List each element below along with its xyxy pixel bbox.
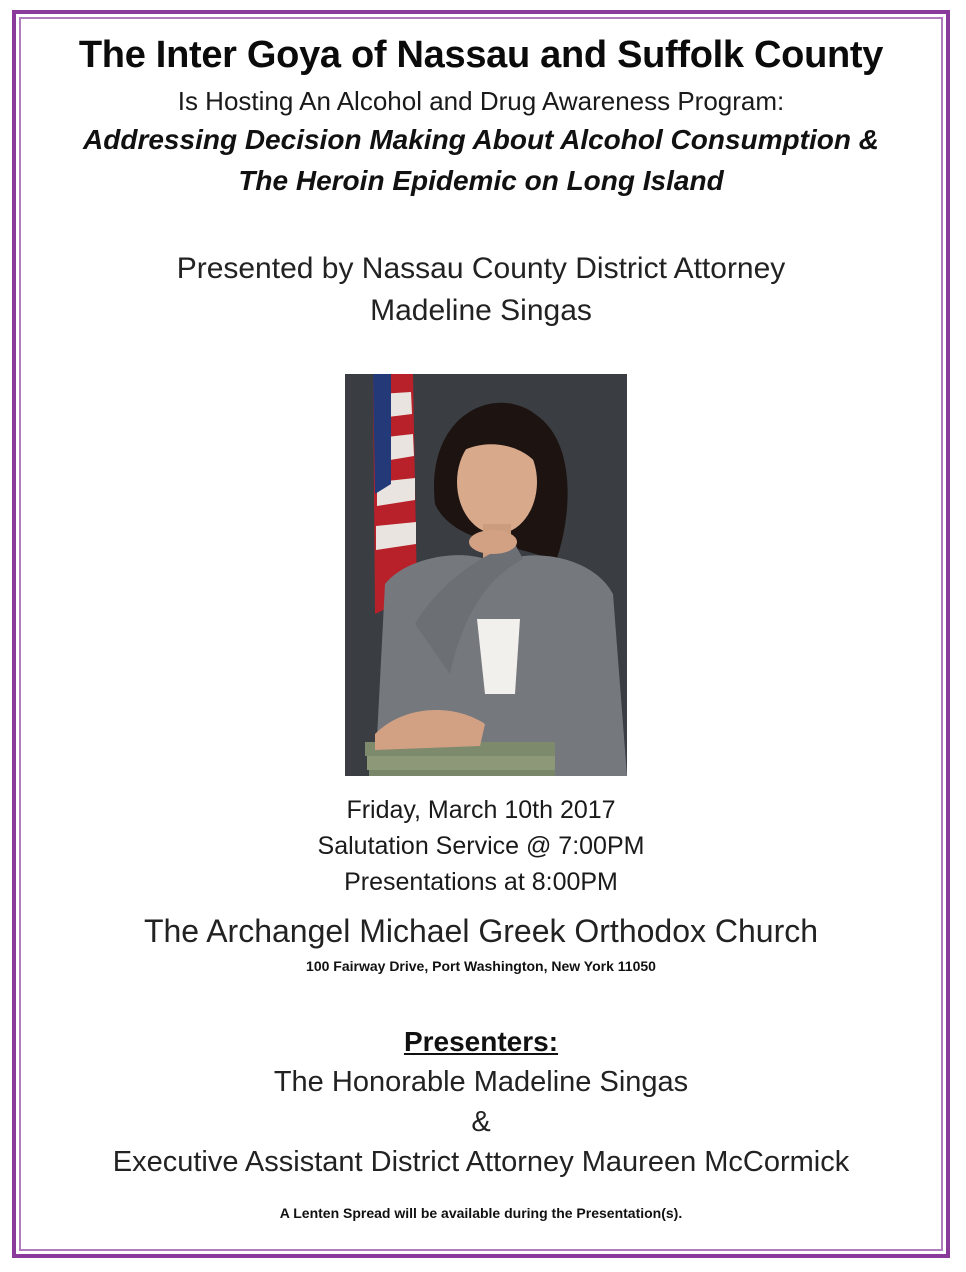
presenter-2: Executive Assistant District Attorney Maureen McCormick	[112, 1146, 850, 1178]
venue-name: The Archangel Michael Greek Orthodox Church	[143, 913, 819, 949]
portrait-illustration	[345, 374, 627, 776]
flyer-subtitle: Is Hosting An Alcohol and Drug Awareness Program:	[177, 86, 785, 116]
presenters-heading: Presenters:	[403, 1026, 559, 1057]
program-title-line-2: The Heroin Epidemic on Long Island	[238, 165, 724, 196]
portrait-photo	[345, 374, 627, 776]
event-presentation-time: Presentations at 8:00PM	[344, 868, 618, 896]
presenter-1: The Honorable Madeline Singas	[273, 1066, 689, 1098]
footer-note: A Lenten Spread will be available during the Presentation(s).	[279, 1205, 683, 1221]
program-title-line-1: Addressing Decision Making About Alcohol Consumption &	[83, 124, 879, 155]
event-date: Friday, March 10th 2017	[346, 796, 616, 824]
presenter-ampersand: &	[471, 1106, 491, 1138]
presenter-name-line: Madeline Singas	[370, 294, 592, 327]
event-service-time: Salutation Service @ 7:00PM	[317, 832, 645, 860]
flyer-title: The Inter Goya of Nassau and Suffolk County	[78, 34, 884, 76]
venue-address: 100 Fairway Drive, Port Washington, New York 11050	[306, 958, 656, 974]
presented-by-line: Presented by Nassau County District Attorney	[176, 252, 786, 285]
